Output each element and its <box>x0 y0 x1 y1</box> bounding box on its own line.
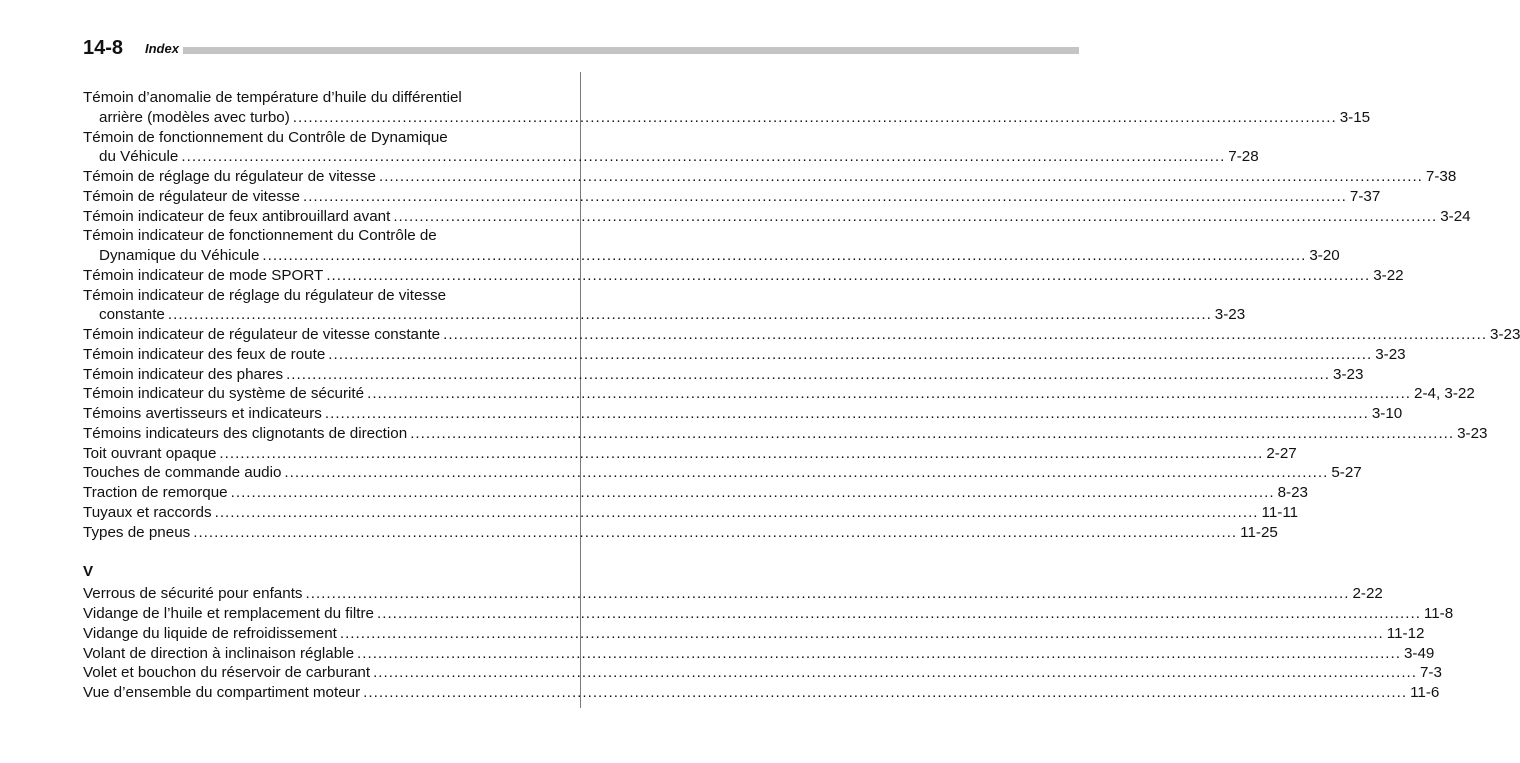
entry-page-ref: 5-27 <box>1331 464 1362 482</box>
entry-text: Témoins indicateurs des clignotants de direction <box>83 424 408 442</box>
index-entry <box>83 624 1425 644</box>
entry-text: constante <box>99 306 165 324</box>
entry-page-ref: 7-38 <box>1425 168 1457 185</box>
entry-page-ref: 8-23 <box>1277 484 1308 501</box>
index-entry <box>83 404 1403 424</box>
dot-leader: ........................................................................................................................................................................................................ <box>443 326 1488 343</box>
entry-page-ref: 3-10 <box>1371 405 1403 422</box>
dot-leader: ........................................................................................................................................................................................................ <box>181 148 1226 166</box>
dot-leader: ........................................................................................................................................................................................................ <box>363 684 1408 701</box>
entry-text: Témoin indicateur de feux antibrouillard avant <box>83 207 391 225</box>
dot-leader: ........................................................................................................................................................................................................ <box>219 444 1264 462</box>
entry-text: Témoin indicateur des feux de route <box>83 345 326 363</box>
entry-text: Vue d’ensemble du compartiment moteur <box>83 684 361 701</box>
index-entry <box>83 226 1340 266</box>
entry-page-ref: 3-15 <box>1339 108 1371 126</box>
entry-page-ref: 11-11 <box>1261 503 1299 521</box>
index-entry <box>83 604 1454 624</box>
entry-text: Témoin indicateur de régulateur de vitesse constante <box>83 326 441 343</box>
dot-leader: ........................................................................................................................................................................................................ <box>214 503 1259 521</box>
entry-text: Touches de commande audio <box>83 464 282 482</box>
index-entry <box>83 584 1383 604</box>
page-header <box>83 36 1079 60</box>
entry-page-ref: 11-25 <box>1240 523 1278 541</box>
entry-page-ref: 2-27 <box>1266 444 1297 462</box>
entry-text: Témoin indicateur de mode SPORT <box>83 266 324 284</box>
dot-leader: ........................................................................................................................................................................................................ <box>326 266 1371 284</box>
entry-text: Vidange de l’huile et remplacement du filtre <box>83 605 374 622</box>
index-entry <box>83 444 1297 464</box>
entry-text: Toit ouvrant opaque <box>83 444 217 462</box>
section-title: Index <box>145 41 179 56</box>
index-entry <box>83 483 1308 503</box>
entry-text: Volant de direction à inclinaison réglable <box>83 644 355 662</box>
entry-text: Témoin de fonctionnement du Contrôle de Dynamique <box>83 128 448 146</box>
index-entry <box>83 424 1488 444</box>
dot-leader: ........................................................................................................................................................................................................ <box>230 484 1275 501</box>
page-number: 14-8 <box>83 37 124 59</box>
dot-leader: ........................................................................................................................................................................................................ <box>328 345 1373 363</box>
dot-leader: ........................................................................................................................................................................................................ <box>262 247 1307 264</box>
entry-text: Traction de remorque <box>83 484 228 501</box>
dot-leader: ........................................................................................................................................................................................................ <box>305 585 1350 603</box>
dot-leader: ........................................................................................................................................................................................................ <box>302 187 1347 205</box>
entry-page-ref: 3-23 <box>1490 326 1520 343</box>
header-rule <box>183 47 1079 54</box>
index-entry <box>83 88 1371 128</box>
index-entry <box>83 128 1259 168</box>
dot-leader: ........................................................................................................................................................................................................ <box>324 405 1369 422</box>
index-entry <box>83 286 1246 326</box>
index-entry <box>83 365 1364 385</box>
entry-page-ref: 2-4, 3-22 <box>1414 385 1475 403</box>
dot-leader: ........................................................................................................................................................................................................ <box>367 385 1412 403</box>
index-list-v <box>83 584 1454 703</box>
entry-page-ref: 2-22 <box>1352 585 1383 603</box>
dot-leader: ........................................................................................................................................................................................................ <box>378 168 1423 185</box>
entry-text: Témoin indicateur de fonctionnement du Contrôle de <box>83 227 437 245</box>
entry-text: Verrous de sécurité pour enfants <box>83 585 303 603</box>
index-entry <box>83 503 1299 523</box>
index-list-t <box>83 88 1520 542</box>
entry-page-ref: 11-12 <box>1386 624 1425 642</box>
index-entry <box>83 207 1471 227</box>
index-column <box>83 88 1520 703</box>
index-entry <box>83 384 1475 404</box>
index-entry <box>83 266 1404 286</box>
entry-text: Témoins avertisseurs et indicateurs <box>83 405 322 422</box>
entry-page-ref: 3-20 <box>1309 247 1340 264</box>
dot-leader: ........................................................................................................................................................................................................ <box>193 523 1238 541</box>
entry-page-ref: 7-37 <box>1349 187 1381 205</box>
section-letter-v: V <box>83 563 94 581</box>
entry-page-ref: 7-28 <box>1228 148 1259 166</box>
dot-leader: ........................................................................................................................................................................................................ <box>357 644 1401 662</box>
entry-page-ref: 3-49 <box>1403 644 1435 662</box>
entry-text: Témoin indicateur du système de sécurité <box>83 385 365 403</box>
entry-page-ref: 11-6 <box>1410 684 1440 701</box>
entry-page-ref: 3-23 <box>1333 365 1364 383</box>
entry-text: du Véhicule <box>99 148 179 166</box>
entry-text: Tuyaux et raccords <box>83 503 212 521</box>
entry-text: Témoin indicateur de réglage du régulateur de vitesse <box>83 286 447 304</box>
index-entry <box>83 187 1381 207</box>
entry-text: Témoin d’anomalie de température d’huile du différentiel <box>83 89 462 106</box>
entry-text: Dynamique du Véhicule <box>99 247 260 264</box>
entry-text: Vidange du liquide de refroidissement <box>83 624 337 642</box>
index-entry <box>83 325 1520 345</box>
entry-page-ref: 3-22 <box>1373 266 1404 284</box>
entry-page-ref: 3-23 <box>1214 306 1246 324</box>
entry-page-ref: 7-3 <box>1419 664 1442 682</box>
index-entry <box>83 644 1435 664</box>
entry-page-ref: 3-23 <box>1375 345 1406 363</box>
dot-leader: ........................................................................................................................................................................................................ <box>393 207 1438 225</box>
index-entry <box>83 683 1440 703</box>
index-entry <box>83 167 1457 187</box>
index-entry <box>83 463 1362 483</box>
dot-leader: ........................................................................................................................................................................................................ <box>339 624 1384 642</box>
dot-leader: ........................................................................................................................................................................................................ <box>373 664 1417 682</box>
entry-page-ref: 3-23 <box>1457 424 1488 442</box>
entry-page-ref: 3-24 <box>1440 207 1471 225</box>
dot-leader: ........................................................................................................................................................................................................ <box>292 108 1337 126</box>
entry-text: Témoin indicateur des phares <box>83 365 284 383</box>
entry-text: Volet et bouchon du réservoir de carburant <box>83 664 371 682</box>
entry-text: arrière (modèles avec turbo) <box>99 108 290 126</box>
dot-leader: ........................................................................................................................................................................................................ <box>284 464 1329 482</box>
index-entry <box>83 345 1406 365</box>
entry-text: Témoin de régulateur de vitesse <box>83 187 300 205</box>
dot-leader: ........................................................................................................................................................................................................ <box>167 306 1212 324</box>
dot-leader: ........................................................................................................................................................................................................ <box>286 365 1330 383</box>
entry-text: Types de pneus <box>83 523 191 541</box>
dot-leader: ........................................................................................................................................................................................................ <box>410 424 1455 442</box>
entry-text: Témoin de réglage du régulateur de vitesse <box>83 168 376 185</box>
entry-page-ref: 11-8 <box>1423 605 1454 622</box>
index-entry <box>83 523 1278 543</box>
dot-leader: ........................................................................................................................................................................................................ <box>377 605 1421 622</box>
index-entry <box>83 663 1442 683</box>
